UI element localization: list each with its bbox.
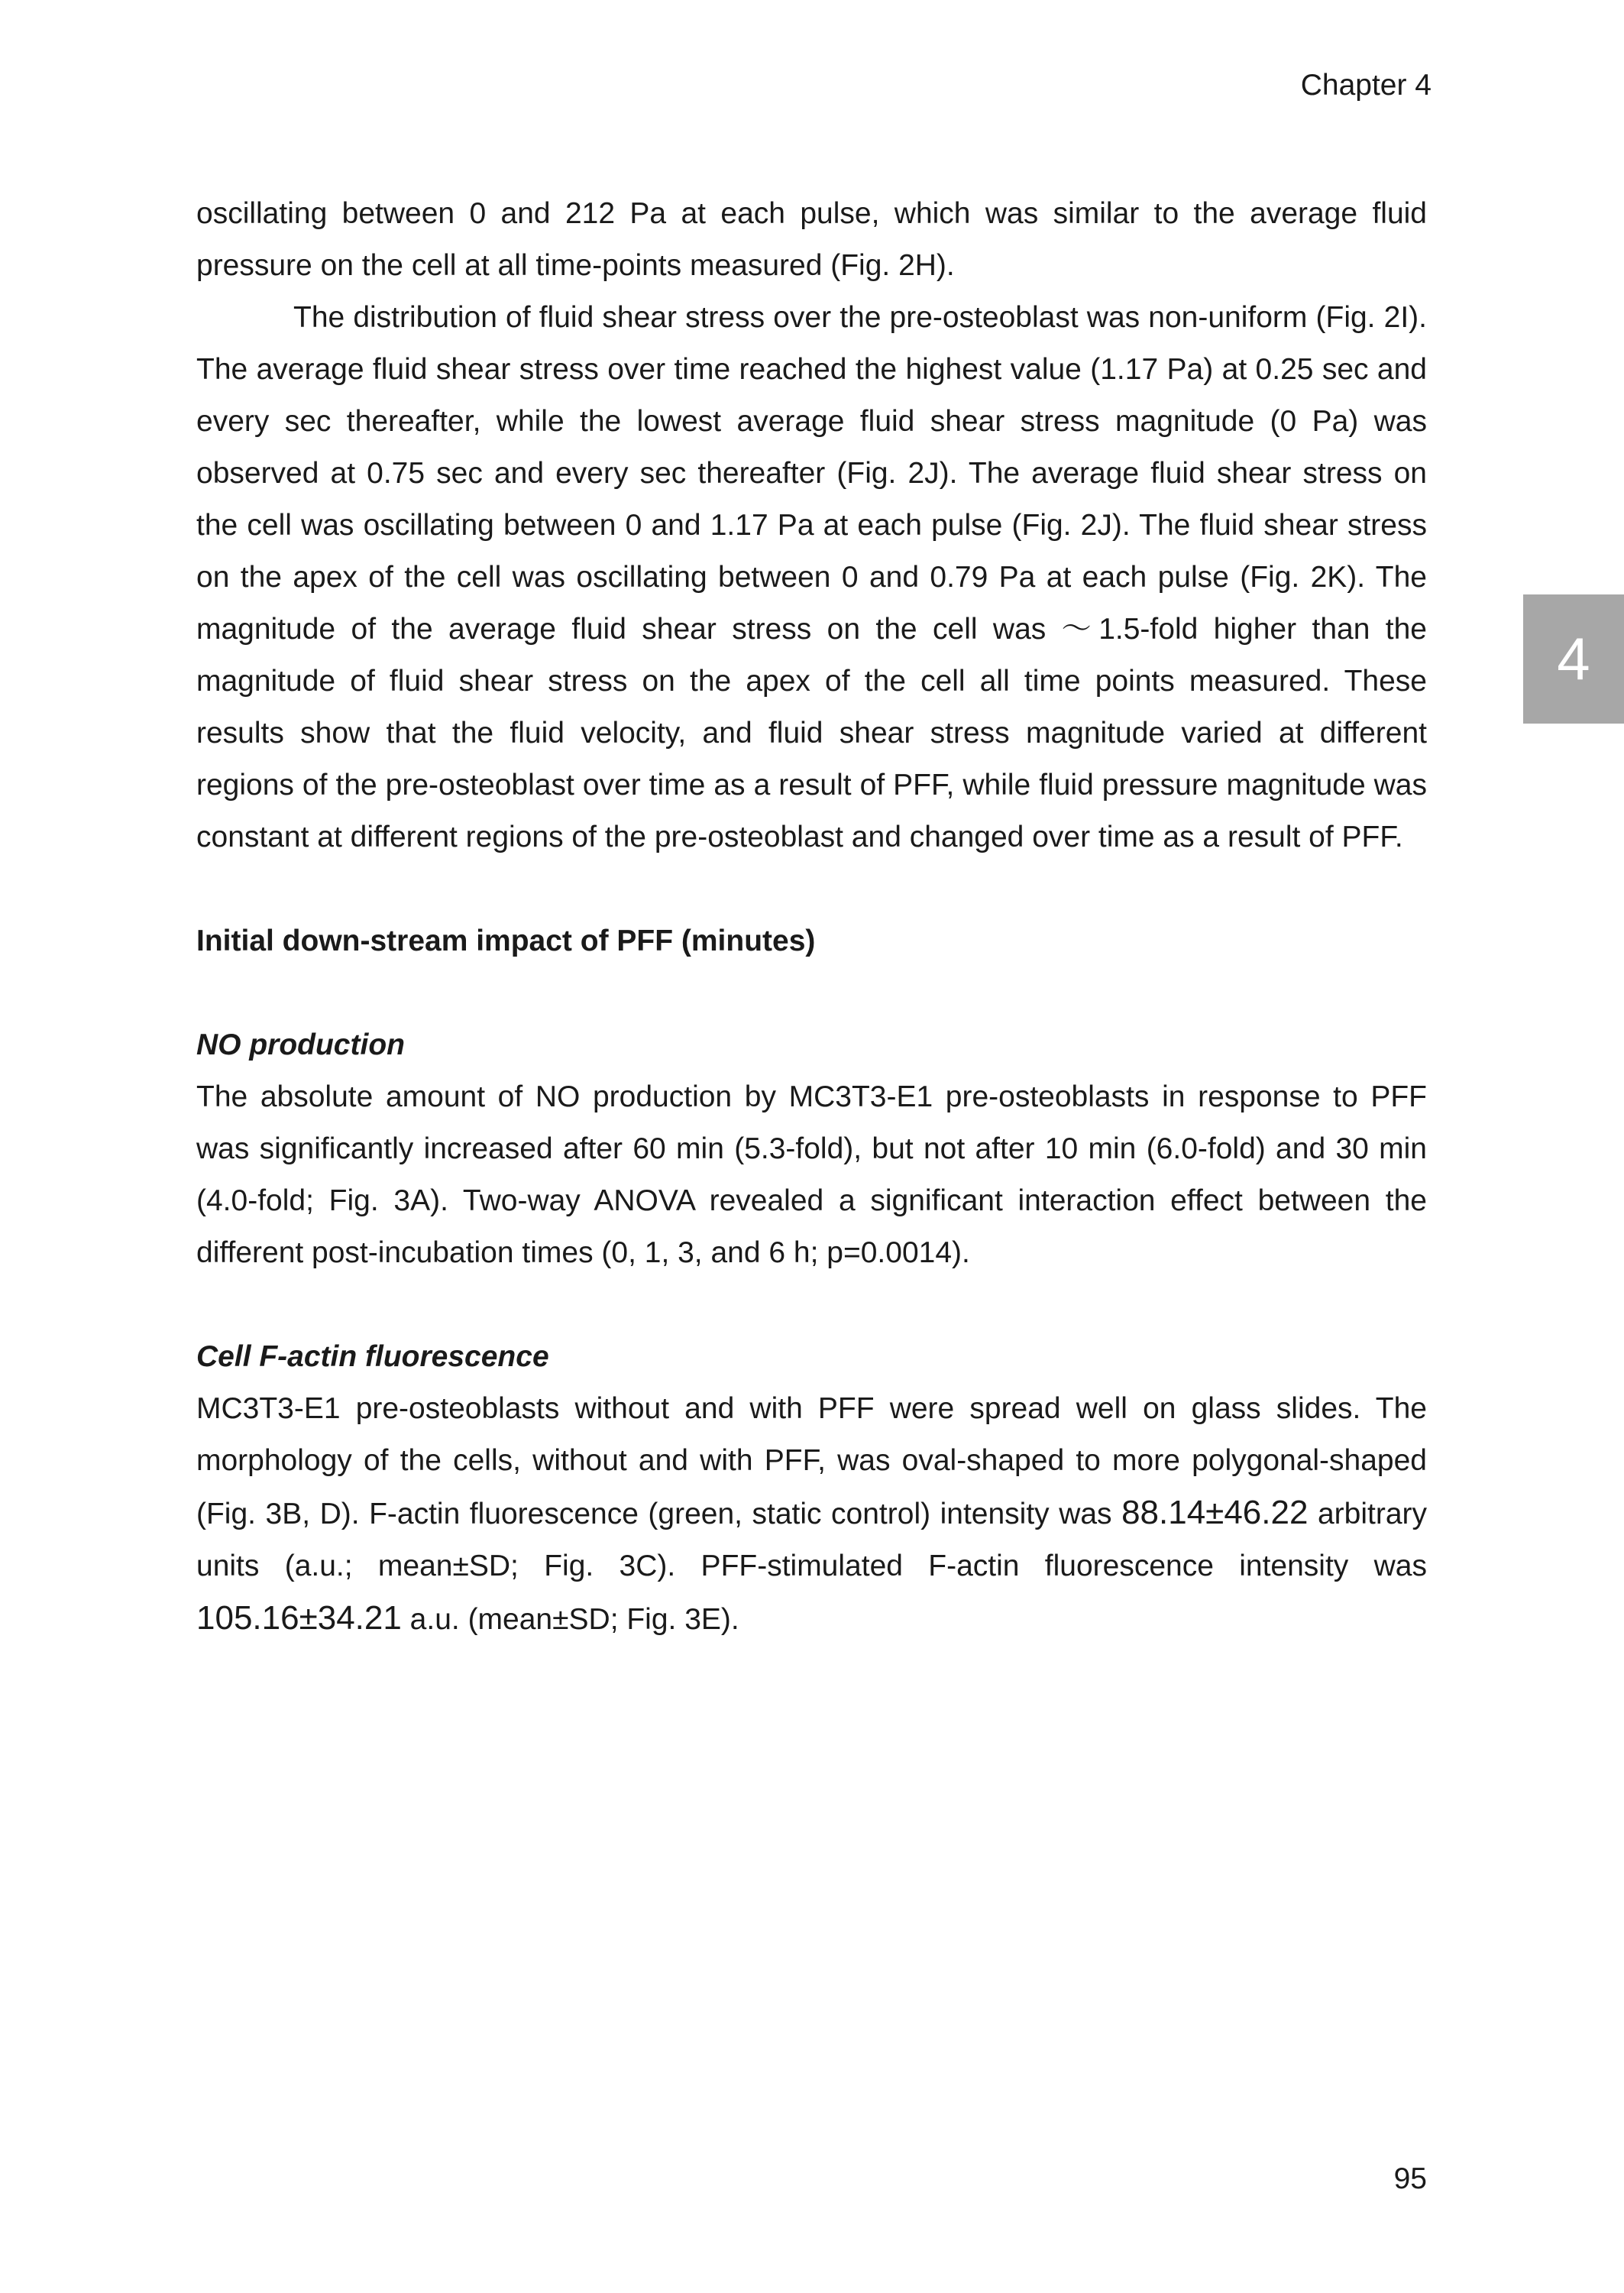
subheading-no-production: NO production [196, 1028, 405, 1061]
spacer [196, 967, 1427, 1019]
spacer [196, 863, 1427, 915]
paragraph-no-production: The absolute amount of NO production by MC3T3-E1 pre-osteoblasts in response to PFF was significantly increased after 60 min (5.3-fold), but not after 10 min (6.0-fold) and 30 min (4.0-fold; Fig. 3A). Two-way ANOVA revealed a significant interaction effect between the different post-incubation times (0, 1, 3, and 6 h; p=0.0014). [196, 1080, 1427, 1269]
spacer [196, 1279, 1427, 1331]
paragraph-fluid-shear-stress: The distribution of fluid shear stress over the pre-osteoblast was non-uniform (Fig. 2I). The average fluid shear stress over time reached the highest value (1.17 Pa) at 0.25 sec and every sec thereafter, while the lowest average fluid shear stress magnitude (0 Pa) was observed at 0.75 sec and every sec thereafter (Fig. 2J). The average fluid shear stress on the cell was oscillating between 0 and 1.17 Pa at each pulse (Fig. 2J). The fluid shear stress on the apex of the cell was oscillating between 0 and 0.79 Pa at each pulse (Fig. 2K). The magnitude of the average fluid shear stress on the cell was ～1.5-fold higher than the magnitude of fluid shear stress on the apex of the cell all time points measured. These results show that the fluid velocity, and fluid shear stress magnitude varied at different regions of the pre-osteoblast over time as a result of PFF, while fluid pressure magnitude was constant at different regions of the pre-osteoblast and changed over time as a result of PFF. [196, 301, 1427, 853]
paragraph-factin [196, 1383, 1427, 1646]
paragraph-fluid-pressure: oscillating between 0 and 212 Pa at each pulse, which was similar to the average fluid pressure on the cell at all time-points measured (Fig. 2H). [196, 197, 1427, 282]
factin-text-part-3: a.u. (mean±SD; Fig. 3E). [401, 1603, 739, 1636]
body-text [196, 188, 1427, 1646]
chapter-tab-label: 4 [1557, 625, 1590, 692]
factin-text-part-1: MC3T3-E1 pre-osteoblasts without and with PFF were spread well on glass slides. The morphology of the cells, without and with PFF, was oval-shaped to more polygonal-shaped (Fig. 3B, D). F-actin fluorescence (green, static control) intensity was [196, 1392, 1427, 1530]
section-heading: Initial down-stream impact of PFF (minutes) [196, 925, 816, 957]
running-head: Chapter 4 [1300, 69, 1432, 102]
factin-text-part-2: arbitrary units (a.u.; mean±SD; Fig. 3C). PFF-stimulated F-actin fluorescence intensity was [196, 1498, 1428, 1582]
factin-pff-value: 105.16±34.21 [196, 1599, 402, 1637]
chapter-tab [1523, 594, 1624, 724]
subheading-factin: Cell F-actin fluorescence [196, 1340, 549, 1373]
page-number: 95 [1393, 2162, 1427, 2195]
factin-static-value: 88.14±46.22 [1121, 1494, 1309, 1531]
